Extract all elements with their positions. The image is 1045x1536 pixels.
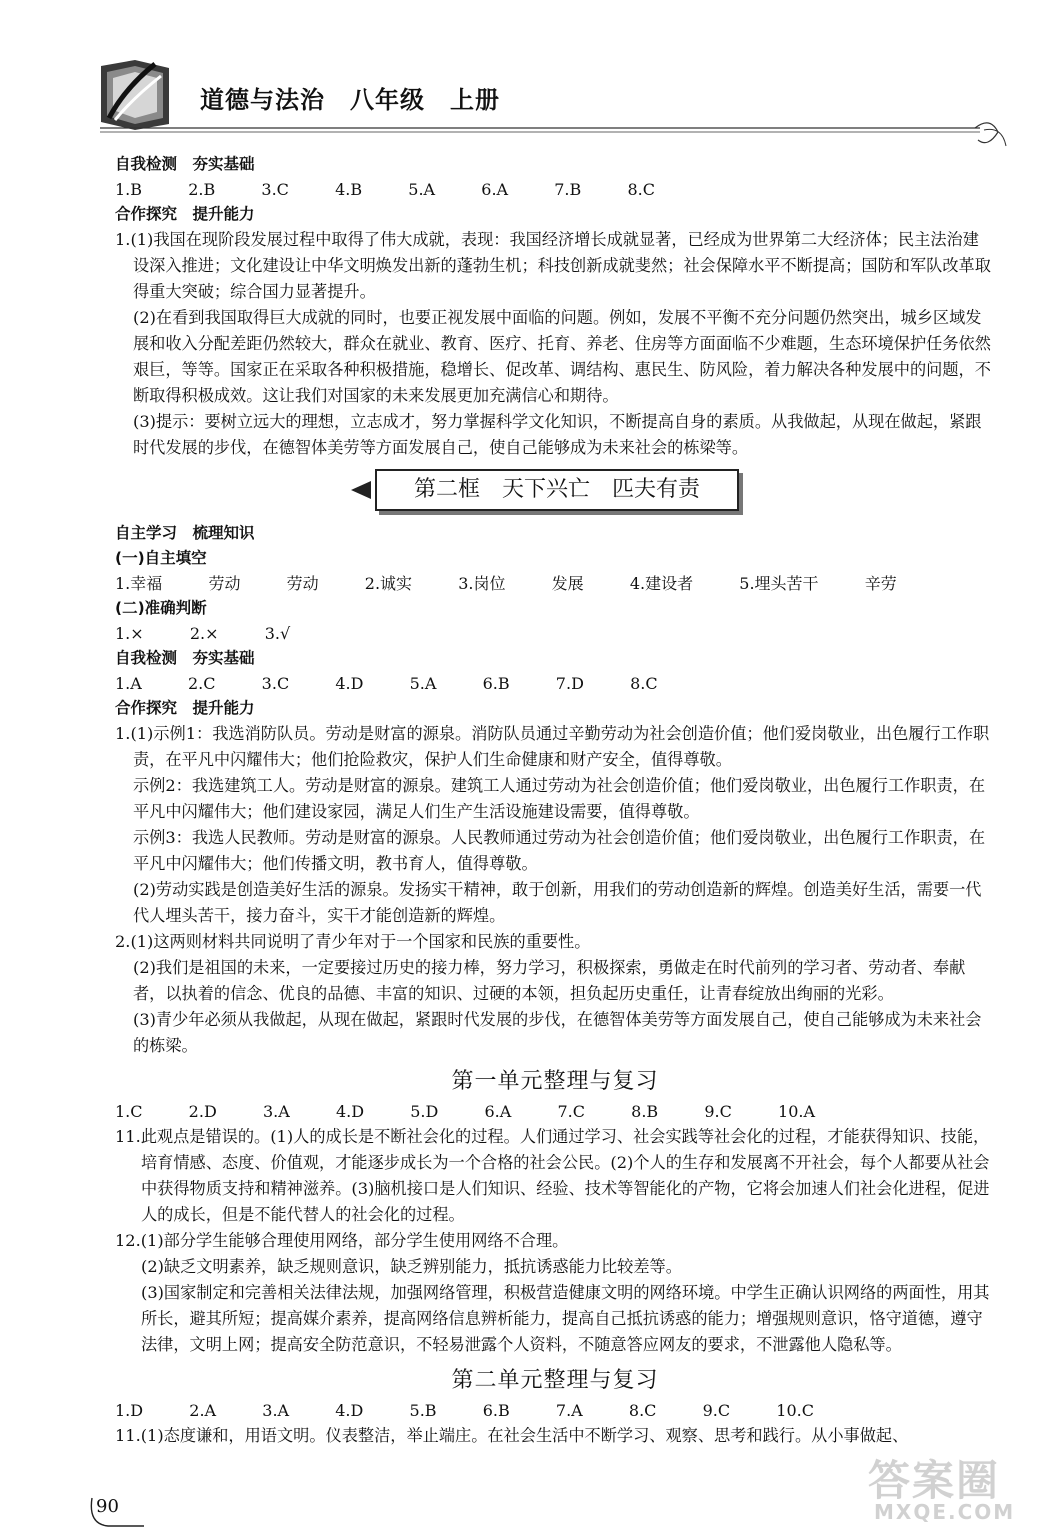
banner-title: 第二框 天下兴亡 匹夫有责 (375, 469, 739, 511)
unit-1-question-12-part-1: 12.(1)部分学生能够合理使用网络，部分学生使用网络不合理。 (115, 1231, 569, 1250)
unit-1-question-12-part-3: (3)国家制定和完善相关法律法规，加强网络管理，积极营造健康文明的网络环境。中学生正确认识网络的两面性，用其所长，避其所短；提高媒介素养，提高网络信息辨析能力，提高自己抵抗诱惑的能力；增强规则意识，恪守道德，遵守法律，文明上网；提高安全防范意识，不轻易泄露个人资料，不随意答应网友的要求，不泄露他人隐私等。 (141, 1283, 990, 1354)
banner-arrow-icon (351, 481, 371, 499)
section-banner (115, 461, 995, 521)
unit-1-review-title: 第一单元整理与复习 (451, 1069, 659, 1094)
heading-self-check: 自我检测 夯实基础 (115, 649, 255, 667)
watermark-sub: MXQE.COM (874, 1500, 1016, 1524)
fill-blank-answers: 1.幸福 劳动 劳动 2.诚实 3.岗位 发展 4.建设者 5.埋头苦干 辛劳 (115, 574, 897, 593)
unit-1-question-12-part-2: (2)缺乏文明素养，缺乏规则意识，缺乏辨别能力，抵抗诱惑能力比较差等。 (141, 1257, 682, 1276)
unit-2-answers: 1.D 2.A 3.A 4.D 5.B 6.B 7.A 8.C 9.C 10.C (115, 1401, 814, 1420)
question-1-part-2: (2)在看到我国取得巨大成就的同时，也要正视发展中面临的问题。例如，发展不平衡不充分问题仍然突出，城乡区域发展和收入分配差距仍然较大，群众在就业、教育、医疗、托育、养老、住房等方面面临不少难题，生态环境保护任务依然艰巨，等等。国家正在采取各种积极措施，稳增长、促改革、调结构、惠民生、防风险，着力解决各种发展中的问题，不断取得积极成效。这让我们对国家的未来发展更加充满信心和期待。 (133, 308, 991, 405)
heading-judgement: (二)准确判断 (115, 599, 207, 617)
heading-self-study: 自主学习 梳理知识 (115, 524, 255, 542)
watermark-logo (868, 1448, 1028, 1528)
unit-1-question-11: 11.此观点是错误的。(1)人的成长是不断社会化的过程。人们通过学习、社会实践等社会化的过程，才能获得知识、技能，培育情感、态度、价值观，才能逐步成长为一个合格的社会公民。(2)个人的生存和发展离不开社会，每个人都要从社会中获得物质支持和精神滋养。(3)脑机接口是人们知识、经验、技术等智能化的产物，它将会加速人们社会化进程，促进人的成长，但是不能代替人的社会化的过程。 (115, 1127, 990, 1224)
question-2-part-3: (3)青少年必须从我做起，从现在做起，紧跟时代发展的步伐，在德智体美劳等方面发展自己，使自己能够成为未来社会的栋梁。 (133, 1010, 982, 1055)
unit-2-review-title: 第二单元整理与复习 (451, 1368, 659, 1393)
self-check-answers: 1.A 2.C 3.C 4.D 5.A 6.B 7.D 8.C (115, 674, 658, 693)
page-number-area (88, 1494, 148, 1530)
page-header (0, 0, 1045, 160)
watermark-main: 答案圈 (868, 1456, 1001, 1505)
unit-1-answers: 1.C 2.D 3.A 4.D 5.D 6.A 7.C 8.B 9.C 10.A (115, 1102, 816, 1121)
question-1-example-3: 示例3：我选人民教师。劳动是财富的源泉。人民教师通过劳动为社会创造价值；他们爱岗敬业，出色履行工作职责，在平凡中闪耀伟大；他们传播文明，教书育人，值得尊敬。 (133, 828, 986, 873)
question-1-part-3: (3)提示：要树立远大的理想，立志成才，努力掌握科学文化知识，不断提高自身的素质。从我做起，从现在做起，紧跟时代发展的步伐，在德智体美劳等方面发展自己，使自己能够成为未来社会的栋梁等。 (133, 412, 982, 457)
heading-cooperation: 合作探究 提升能力 (115, 205, 255, 223)
question-1-part-1: 1.(1)示例1：我选消防队员。劳动是财富的源泉。消防队员通过辛勤劳动为社会创造价值；他们爱岗敬业，出色履行工作职责，在平凡中闪耀伟大；他们抢险救灾，保护人们生命健康和财产安全，值得尊敬。 (115, 724, 990, 769)
question-2-part-2: (2)我们是祖国的未来，一定要接过历史的接力棒，努力学习，积极探索，勇做走在时代前列的学习者、劳动者、奉献者，以执着的信念、优良的品德、丰富的知识、过硬的本领，担负起历史重任，让青春绽放出绚丽的光彩。 (133, 958, 966, 1003)
question-1-part-2: (2)劳动实践是创造美好生活的源泉。发扬实干精神，敢于创新，用我们的劳动创造新的辉煌。创造美好生活，需要一代代人埋头苦干，接力奋斗，实干才能创造新的辉煌。 (133, 880, 982, 925)
page-number: 90 (96, 1496, 119, 1517)
question-2-part-1: 2.(1)这两则材料共同说明了青少年对于一个国家和民族的重要性。 (115, 932, 591, 951)
question-1-part-1: 1.(1)我国在现阶段发展过程中取得了伟大成就，表现：我国经济增长成就显著，已经成为世界第二大经济体；民主法治建设深入推进；文化建设让中华文明焕发出新的蓬勃生机；科技创新成就斐然；社会保障水平不断提高；国防和军队改革取得重大突破；综合国力显著提升。 (115, 230, 991, 301)
self-check-answers: 1.B 2.B 3.C 4.B 5.A 6.A 7.B 8.C (115, 180, 655, 199)
book-title: 道德与法治 八年级 上册 (200, 86, 500, 114)
judgement-answers: 1.× 2.× 3.√ (115, 624, 291, 643)
heading-self-check: 自我检测 夯实基础 (115, 155, 255, 173)
heading-cooperation: 合作探究 提升能力 (115, 699, 255, 717)
heading-fill-blank: (一)自主填空 (115, 549, 207, 567)
unit-2-question-11: 11.(1)态度谦和，用语文明。仪表整洁，举止端庄。在社会生活中不断学习、观察、思考和践行。从小事做起、 (115, 1426, 909, 1445)
answer-content (115, 152, 995, 1449)
question-1-example-2: 示例2：我选建筑工人。劳动是财富的源泉。建筑工人通过劳动为社会创造价值；他们爱岗敬业，出色履行工作职责，在平凡中闪耀伟大；他们建设家园，满足人们生产生活设施建设需要，值得尊敬。 (133, 776, 986, 821)
